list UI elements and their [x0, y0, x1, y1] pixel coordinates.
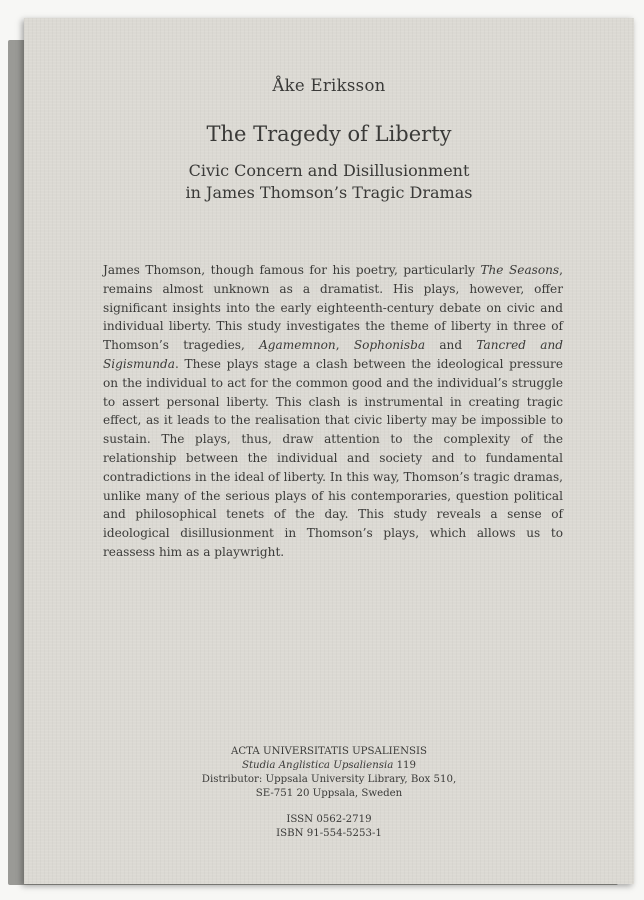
colophon	[24, 745, 634, 841]
book-subtitle	[24, 160, 634, 204]
colophon-spacer	[24, 801, 634, 813]
abstract-segment: . These plays stage a clash between the ideological pressure on the individual to act for the common good and the individual’s struggle to assert personal liberty. This clash is instrumental in creating tragic effect, as it leads to the realisation that civic liberty may be impossible to sustain. The plays, thus, draw attention to the complexity of the relationship between the individual and society and to fundamental contradictions in the ideal of liberty. In this way, Thomson’s tragic dramas, unlike many of the serious plays of his contemporaries, question political and philosophical tenets of the day. This study reveals a sense of ideological disillusionment in Thomson’s plays, which allows us to reassess him as a playwright.	[103, 356, 563, 559]
abstract-work-title: Tancred and Sigismunda	[103, 338, 563, 371]
book-back-cover	[24, 18, 634, 884]
author-name: Åke Eriksson	[272, 76, 386, 95]
subseries	[24, 759, 634, 773]
issn: ISSN 0562-2719	[286, 814, 372, 825]
subseries-number: 119	[393, 760, 417, 771]
subtitle-line-1: Civic Concern and Disillusionment	[188, 161, 470, 180]
distributor: Distributor: Uppsala University Library, Box 510,	[201, 774, 457, 785]
abstract-segment: ,	[335, 338, 354, 353]
subseries-title: Studia Anglistica Upsaliensia	[241, 760, 394, 771]
series-name: ACTA UNIVERSITATIS UPSALIENSIS	[231, 746, 427, 757]
abstract-text	[103, 261, 563, 562]
abstract-work-title: Agamemnon	[259, 338, 336, 353]
abstract-segment: and	[425, 338, 477, 353]
isbn: ISBN 91-554-5253-1	[276, 828, 382, 839]
distributor-address: SE-751 20 Uppsala, Sweden	[255, 788, 403, 799]
abstract-work-title: The Seasons	[480, 263, 560, 277]
abstract-segment: , remains almost unknown as a dramatist. His plays, however, offer significant insights into the early eighteenth-century debate on civic and individual liberty. This study investigates the theme of liberty in three of Thomson’s tragedies,	[103, 263, 563, 353]
abstract-segment: James Thomson, though famous for his poetry, particularly	[103, 263, 481, 277]
subtitle-line-2: in James Thomson’s Tragic Dramas	[185, 183, 473, 202]
abstract-work-title: Sophonisba	[353, 338, 426, 353]
book-title: The Tragedy of Liberty	[206, 122, 452, 146]
